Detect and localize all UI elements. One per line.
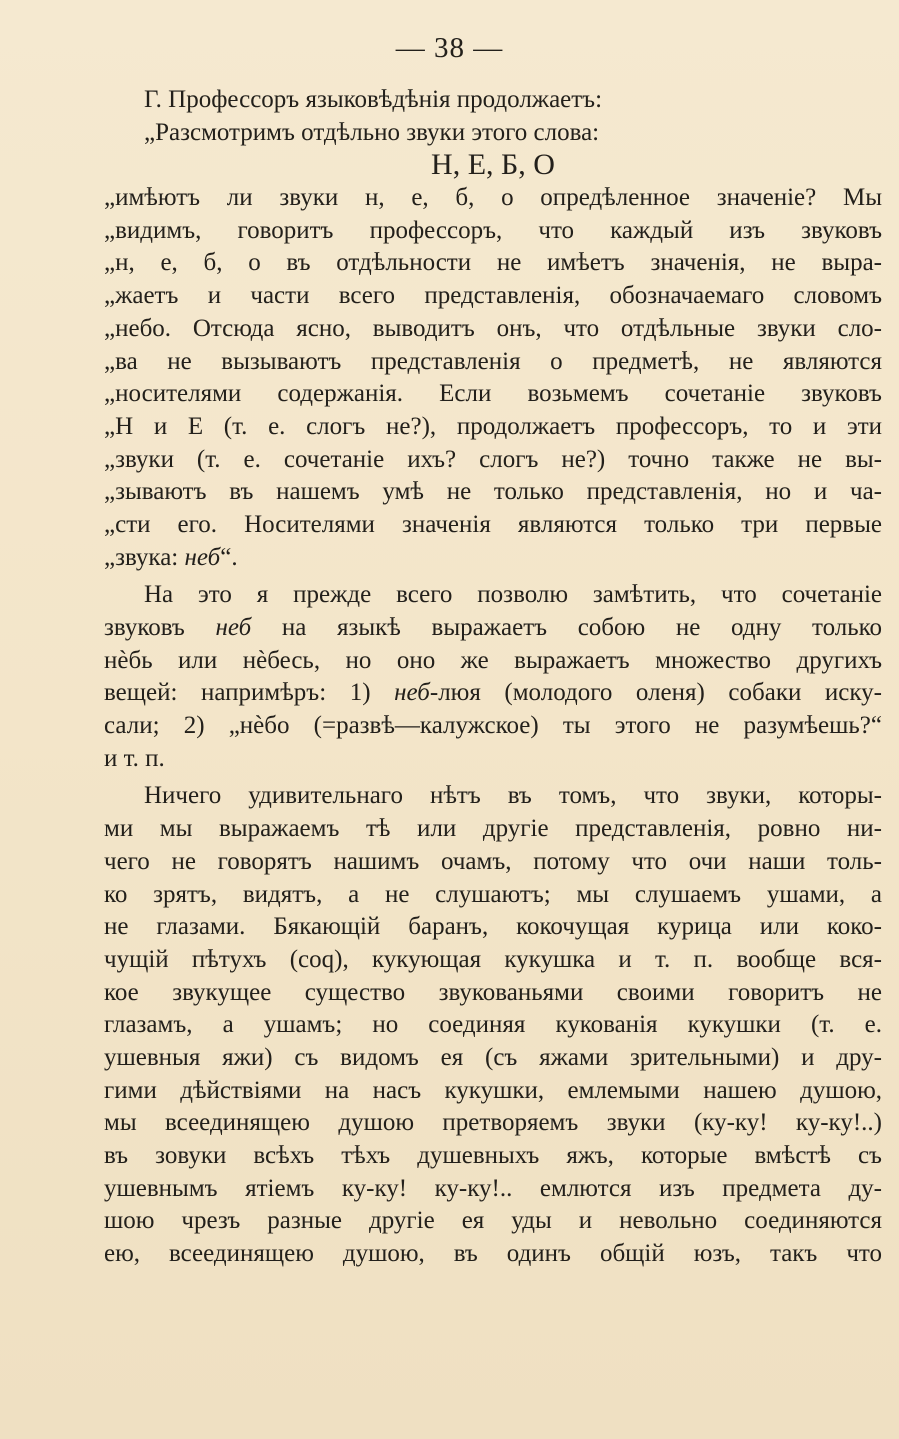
text-line: На это я прежде всего позволю замѣтить, что сочетаніе	[144, 581, 882, 609]
text-line: нѐбь или нѐбесь, но оно же выражаетъ множество другихъ	[104, 646, 882, 674]
text-line: „зываютъ въ нашемъ умѣ не только представленія, но и ча-	[104, 478, 882, 506]
text-line: „имѣютъ ли звуки н, е, б, о опредѣленное значеніе? Мы	[104, 184, 882, 212]
text-line: мы всеединящею душою претворяемъ звуки (ку-ку! ку-ку!..)	[104, 1109, 882, 1137]
text-line: ушевныя яжи) съ видомъ ея (съ яжами зрительными) и дру-	[104, 1043, 882, 1071]
text-line: „ва не вызываютъ представленія о предметѣ, не являются	[104, 347, 882, 375]
text-line: „жаетъ и части всего представленія, обозначаемаго словомъ	[104, 282, 882, 310]
page-number: — 38 —	[395, 32, 504, 64]
text-line: Ничего удивительнаго нѣтъ въ томъ, что звуки, которы-	[144, 782, 882, 810]
text-line: сали; 2) „нѐбо (=развѣ—калужское) ты этого не разумѣешь?“	[104, 712, 882, 740]
text-line: „Н и Е (т. е. слогъ не?), продолжаетъ профессоръ, то и эти	[104, 412, 882, 440]
text-line: „Разсмотримъ отдѣльно звуки этого слова:	[144, 118, 600, 146]
body-text	[104, 84, 882, 1271]
text-line: не глазами. Бякающій баранъ, кокочущая курица или коко-	[104, 913, 882, 941]
text-line: шою чрезъ разные другіе ея уды и невольно соединяются	[104, 1207, 882, 1235]
text-line: ко зрятъ, видятъ, а не слушаютъ; мы слушаемъ ушами, а	[104, 880, 882, 908]
text-line: „небо. Отсюда ясно, выводитъ онъ, что отдѣльные звуки сло-	[104, 314, 882, 342]
text-line: чущій пѣтухъ (coq), кукующая кукушка и т. п. вообще вся-	[104, 945, 882, 973]
text-line: „звука: неб“.	[104, 543, 238, 571]
text-line: въ зовуки всѣхъ тѣхъ душевныхъ яжъ, которые вмѣстѣ съ	[104, 1142, 882, 1169]
text-line: глазамъ, а ушамъ; но соединяя кукованія кукушки (т. е.	[104, 1011, 882, 1039]
text-line: чего не говорятъ нашимъ очамъ, потому что очи наши толь-	[104, 847, 882, 875]
text-line: и т. п.	[104, 744, 165, 772]
text-line: „носителями содержанія. Если возьмемъ сочетаніе звуковъ	[104, 380, 882, 408]
text-line: „звуки (т. е. сочетаніе ихъ? слогъ не?) точно также не вы-	[104, 445, 882, 473]
text-line: ми мы выражаемъ тѣ или другіе представленія, ровно ни-	[104, 815, 882, 843]
text-line: Н, Е, Б, О	[431, 148, 555, 182]
text-line: „видимъ, говоритъ профессоръ, что каждый изъ звуковъ	[104, 216, 882, 244]
text-line: Г. Профессоръ языковѣдѣнія продолжаетъ:	[144, 86, 603, 113]
text-line: ушевнымъ ятіемъ ку-ку! ку-ку!.. емлются изъ предмета ду-	[104, 1174, 882, 1202]
text-line: вещей: напримѣръ: 1) неб-люя (молодого оленя) собаки иску-	[104, 679, 883, 707]
text-line: „н, е, б, о въ отдѣльности не имѣетъ значенія, не выра-	[104, 249, 882, 277]
text-line: звуковъ неб на языкѣ выражаетъ собою не одну только	[104, 614, 883, 641]
text-line: гими дѣйствіями на насъ кукушки, емлемыми нашею душою,	[104, 1076, 882, 1104]
text-line: „сти его. Носителями значенія являются только три первые	[104, 510, 882, 538]
text-line: кое звукущее существо звукованьями своими говоритъ не	[104, 978, 882, 1006]
text-line: ею, всеединящею душою, въ одинъ общій юзъ, такъ что	[104, 1240, 882, 1268]
